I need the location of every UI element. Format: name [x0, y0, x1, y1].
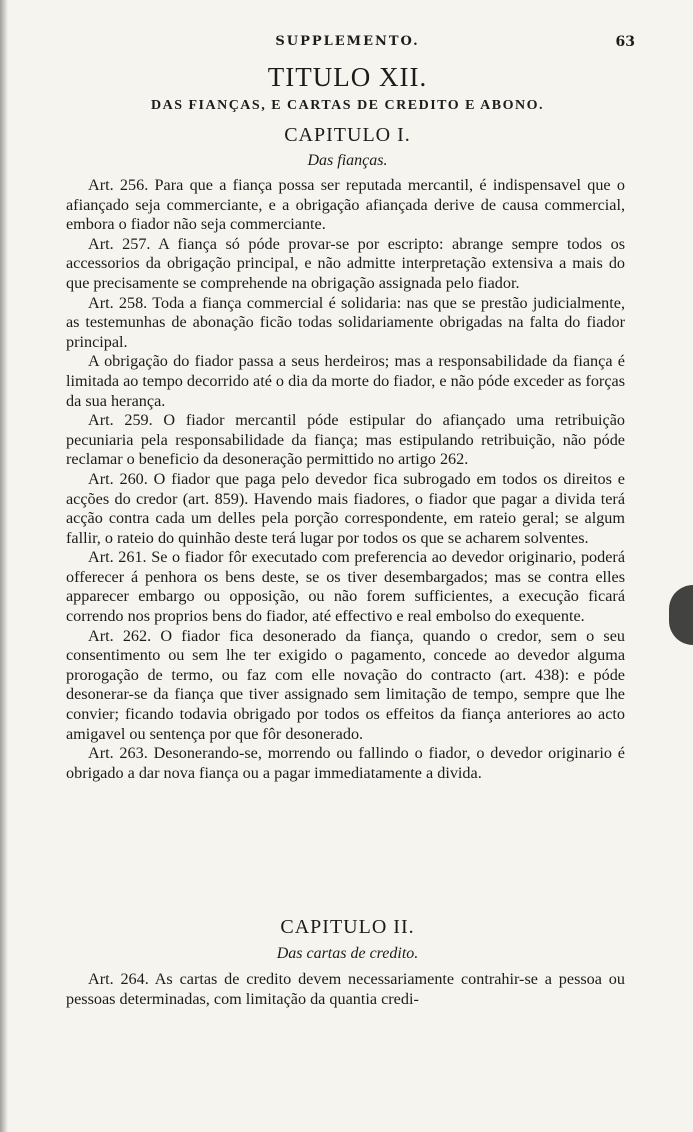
paragraph-art-259: Art. 259. O fiador mercantil póde estipular do afiançado uma retribuição pecuniaria pela responsabilidade da fiança; mas estipulando retribuição, não póde reclamar o beneficio da desoneração permittido no artigo 262. [66, 411, 625, 469]
page-number: 63 [615, 34, 635, 50]
paragraph-art-256: Art. 256. Para que a fiança possa ser reputada mercantil, é indispensavel que o afiançado seja commerciante, e a obrigação afiançada derive de causa commercial, embora o fiador não seja commerciante. [66, 176, 625, 234]
ink-blot [669, 585, 693, 645]
titulo-heading: TITULO XII. [267, 62, 428, 92]
paragraph-art-258-cont: A obrigação do fiador passa a seus herdeiros; mas a responsabilidade da fiança é limitada ao tempo decorrido até o dia da morte do fiador, e não póde exceder as forças da sua herança. [66, 352, 625, 410]
paragraph-art-264: Art. 264. As cartas de credito devem necessariamente contrahir-se a pessoa ou pessoas determinadas, com limitação da quantia credi- [66, 970, 625, 1008]
running-title: SUPPLEMENTO. [275, 34, 420, 49]
paragraph-art-258: Art. 258. Toda a fiança commercial é solidaria: nas que se prestão judicialmente, as testemunhas de abonação ficão todas solidariamente obrigadas na falta do fiador principal. [66, 293, 625, 351]
capitulo-2-subtitle: Das cartas de credito. [276, 945, 419, 962]
paragraph-art-263: Art. 263. Desonerando-se, morrendo ou fallindo o fiador, o devedor originario é obrigado a dar nova fiança ou a pagar immediatamente a divida. [66, 744, 625, 782]
paragraph-art-257: Art. 257. A fiança só póde provar-se por escripto: abrange sempre todos os accessorios da obrigação principal, e não admitte interpretação extensiva a mais do que precisamente se comprehende na obrigação assignada pelo fiador. [66, 234, 625, 292]
page-edge-shadow [0, 0, 8, 1132]
capitulo-1-subtitle: Das fianças. [307, 152, 388, 169]
capitulo-2-body [66, 970, 625, 1009]
paragraph-art-261: Art. 261. Se o fiador fôr executado com preferencia ao devedor originario, poderá offerecer á penhora os bens deste, se os tiver desembargados; mas se contra elles apparecer embargo ou opposição, ou não forem sufficientes, a execução ficará correndo nos proprios bens do fiador, até effectivo e real embolso do exequente. [66, 548, 625, 626]
running-header [60, 34, 635, 56]
paragraph-art-260: Art. 260. O fiador que paga pelo devedor fica subrogado em todos os direitos e acções do credor (art. 859). Havendo mais fiadores, o fiador que pagar a divida terá acção contra cada um delles pela porção correspondente, em rateio geral; se algum fallir, o rateio do quinhão deste terá lugar por todos os que se acharem solventes. [66, 469, 625, 547]
capitulo-1-body [66, 176, 625, 783]
paragraph-art-262: Art. 262. O fiador fica desonerado da fiança, quando o credor, sem o seu consentimento ou sem lhe ter exigido o pagamento, concede ao devedor alguma prorogação de termo, ou faz com elle novação do contracto (art. 438): e póde desonerar-se da fiança que tiver assignado sem limitação de tempo, sempre que lhe convier; ficando todavia obrigado por todos os effeitos da fiança anteriores ao acto amigavel ou sentença por que fôr desonerado. [66, 626, 625, 743]
titulo-subheading: DAS FIANÇAS, E CARTAS DE CREDITO E ABONO. [150, 98, 545, 113]
capitulo-2-heading: CAPITULO II. [280, 916, 415, 938]
capitulo-1-heading: CAPITULO I. [284, 124, 411, 146]
